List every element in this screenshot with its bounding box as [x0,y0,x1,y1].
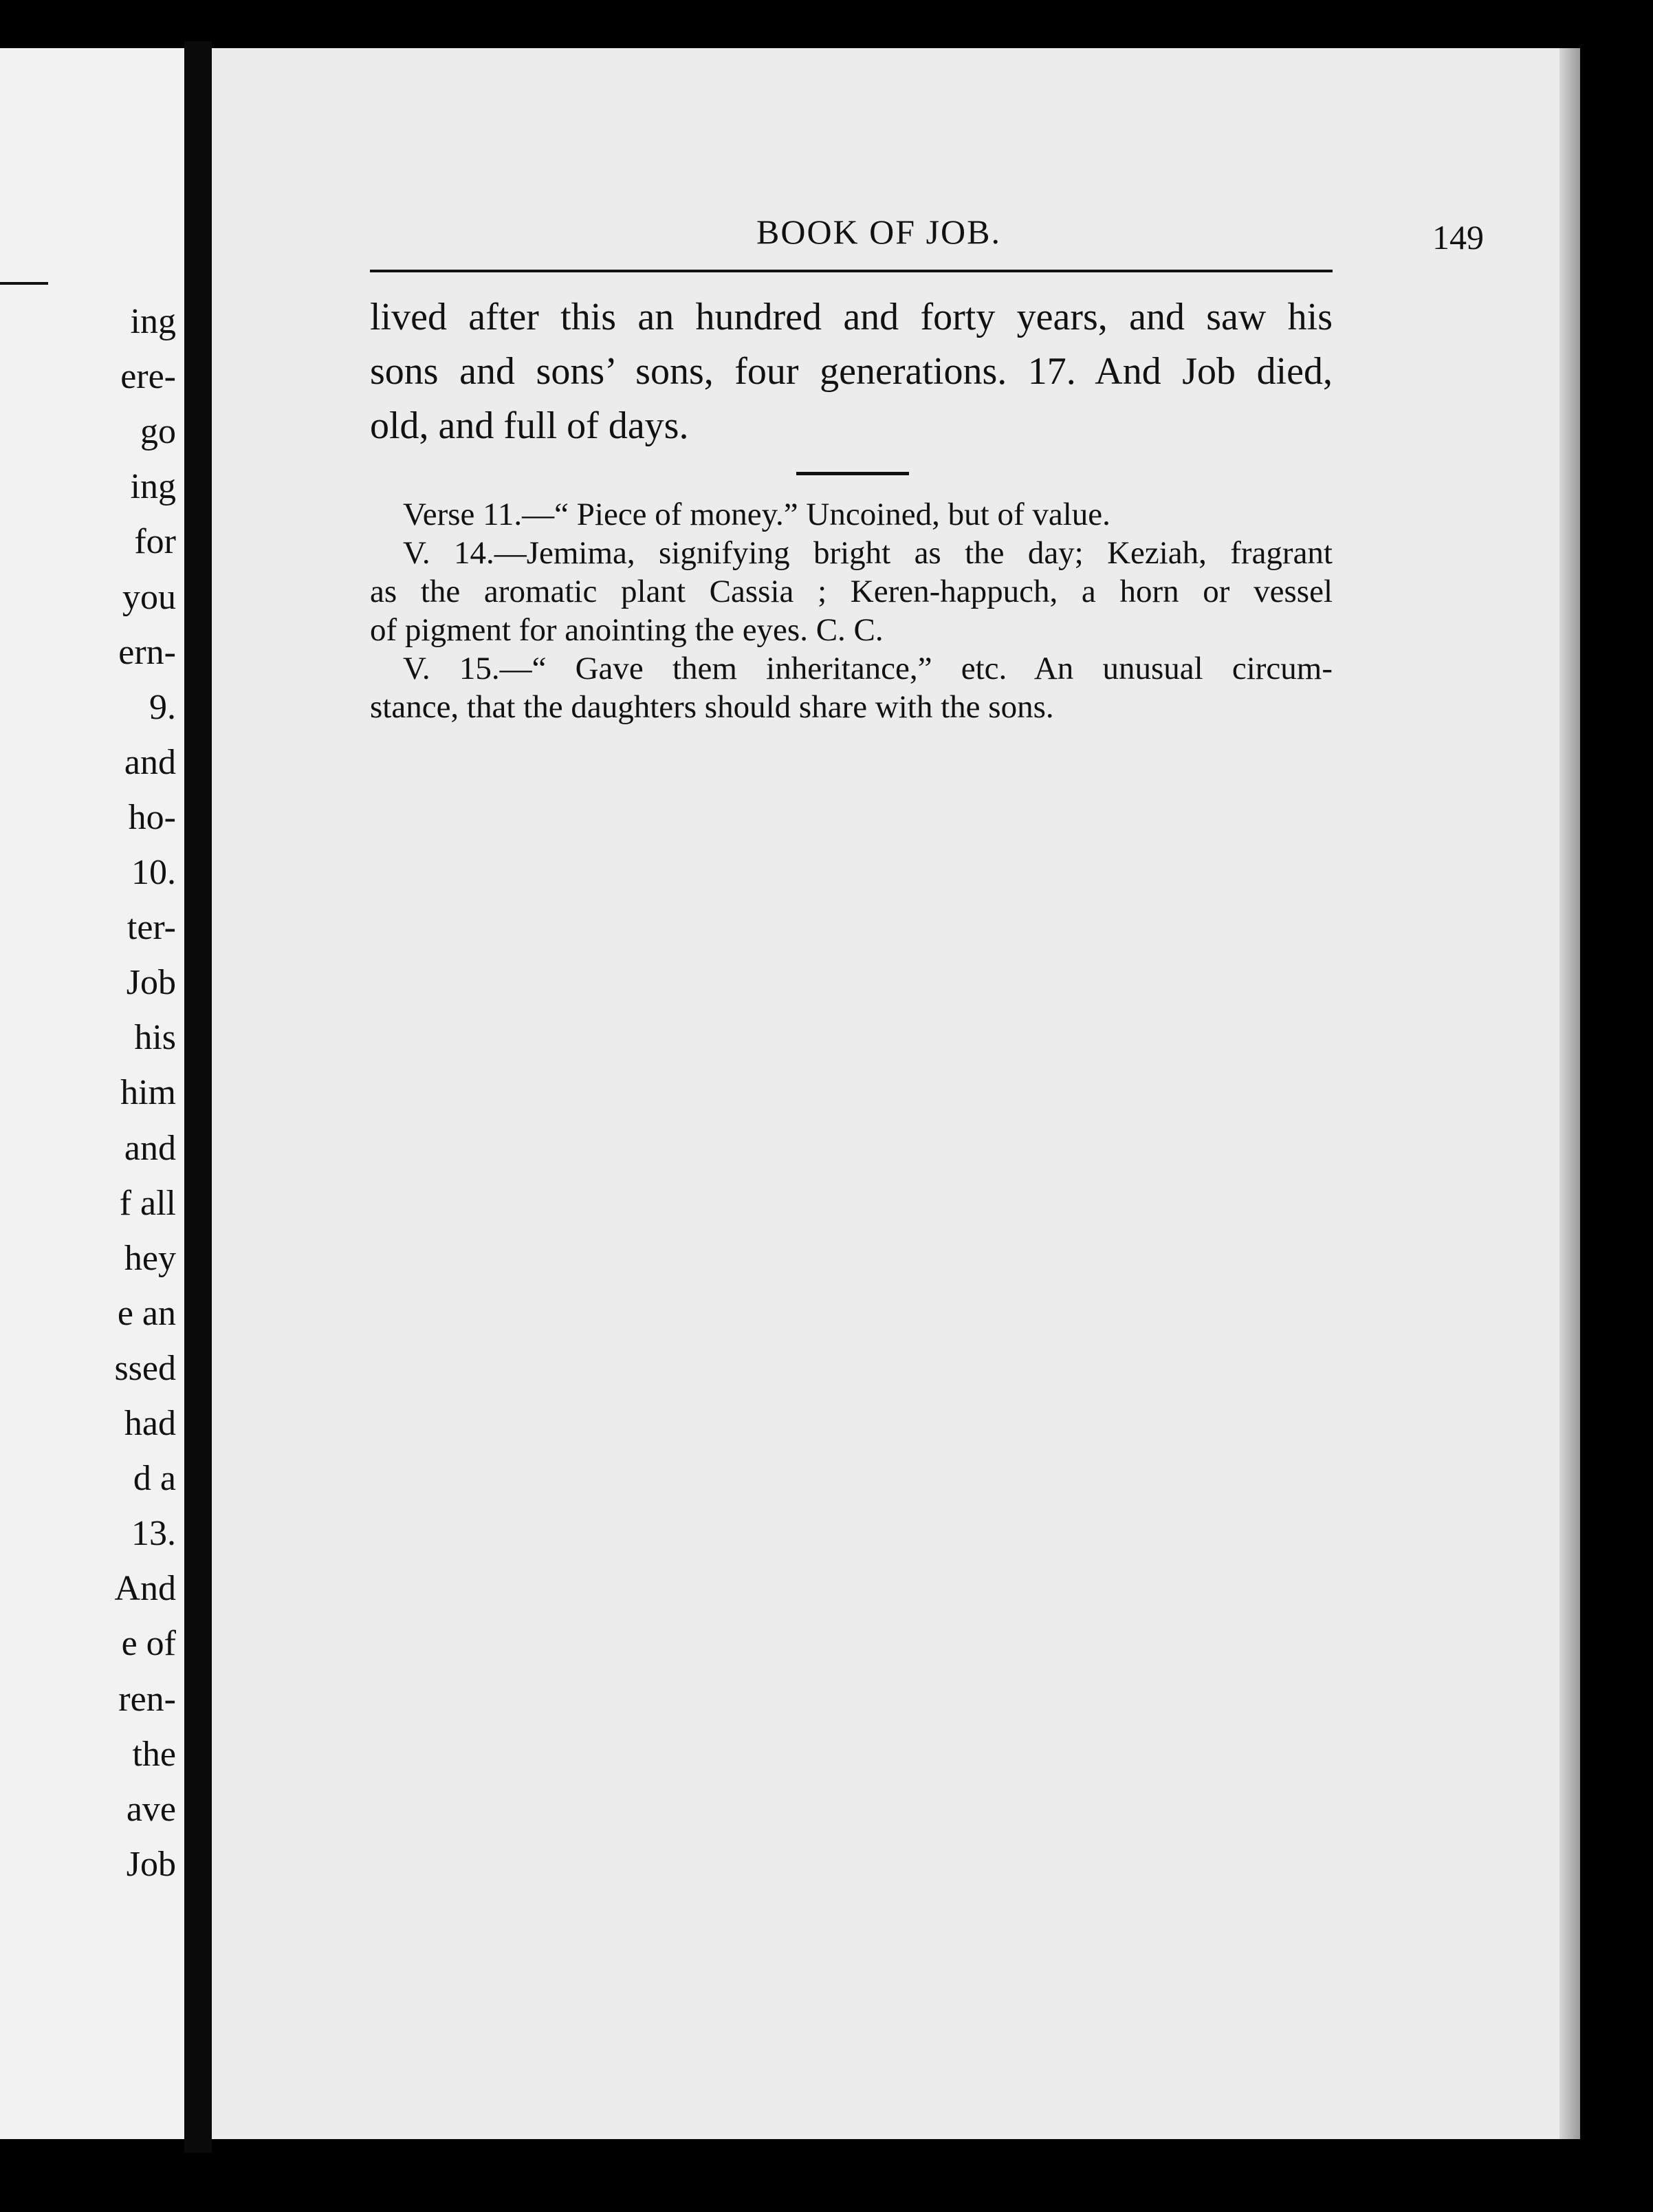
previous-page-line: 10. [131,853,176,892]
previous-page-rule [0,282,48,285]
running-head [370,208,1484,257]
body-line: old, and full of days. [370,404,689,447]
body-text [370,290,1333,453]
previous-page-line: ere- [120,357,176,397]
running-head-title: BOOK OF JOB. [756,213,1001,251]
previous-page-line: for [134,522,176,562]
running-head-rule [370,270,1333,272]
previous-page-line: d a [133,1459,176,1499]
previous-page-line: And [114,1569,176,1609]
book-page [212,48,1580,2139]
note-verse-14-line: of pigment for anointing the eyes. C. C. [370,612,884,648]
previous-page-fragment [0,48,184,2139]
note-verse-14-line: as the aromatic plant Cassia ; Keren-happuch, a horn or vessel [370,574,1333,609]
previous-page-line: and [124,1128,176,1168]
previous-page-line: his [134,1018,176,1058]
page-number: 149 [1432,218,1484,257]
previous-page-line: ho- [128,797,176,837]
previous-page-line: the [132,1734,176,1774]
footnotes [370,495,1333,726]
previous-page-line: ter- [127,908,176,948]
body-line: lived after this an hundred and forty years, and saw his [370,296,1333,338]
previous-page-line: 13. [131,1514,176,1554]
previous-page-line: e of [121,1624,176,1664]
section-divider [796,472,909,475]
previous-page-line: hey [124,1238,176,1278]
previous-page-line: you [122,577,176,617]
page-edge-shadow [1559,48,1580,2139]
previous-page-line: e an [117,1293,176,1333]
previous-page-line: him [120,1073,176,1113]
previous-page-line: 9. [149,687,176,727]
body-line: sons and sons’ sons, four generations. 17. And Job died, [370,350,1333,393]
note-verse-11: Verse 11.—“ Piece of money.” Uncoined, but of value. [403,497,1110,532]
previous-page-line: ing [130,302,176,341]
previous-page-line: ssed [114,1348,176,1388]
book-gutter [184,41,212,2153]
previous-page-line: ern- [118,632,176,672]
previous-page-line: ren- [118,1679,176,1719]
previous-page-line: had [124,1404,176,1443]
previous-page-line: ing [130,467,176,507]
previous-page-line: ave [126,1789,176,1829]
previous-page-line: go [140,412,176,452]
previous-page-line: f all [119,1183,176,1223]
note-verse-15-line: V. 15.—“ Gave them inheritance,” etc. An unusual circum- [403,651,1333,686]
note-verse-15-line: stance, that the daughters should share with the sons. [370,689,1054,725]
previous-page-line: Job [126,963,176,1003]
note-verse-14-line: V. 14.—Jemima, signifying bright as the day; Keziah, fragrant [403,535,1333,571]
previous-page-line: and [124,742,176,782]
previous-page-line: Job [126,1844,176,1884]
